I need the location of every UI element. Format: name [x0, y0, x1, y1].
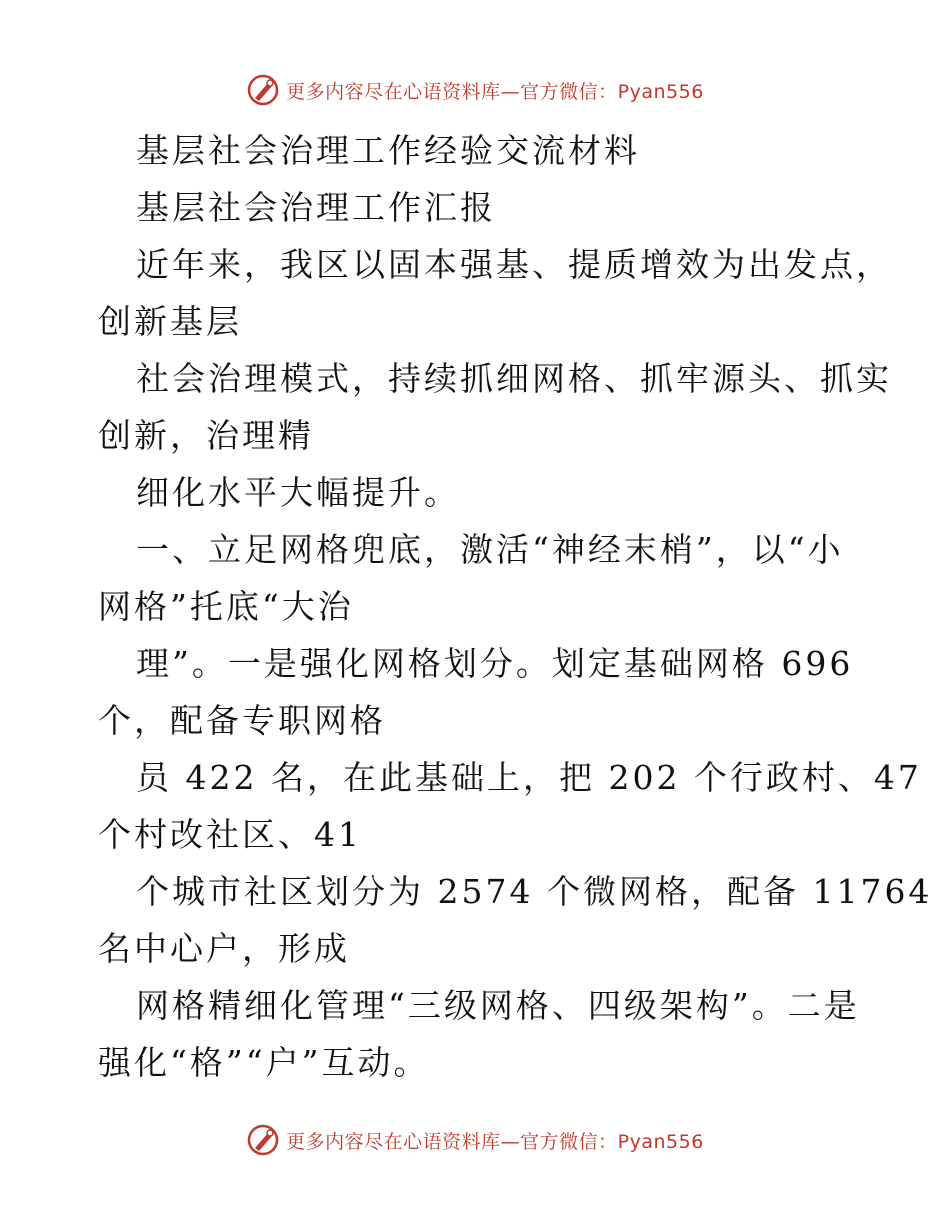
- document-body: [98, 122, 933, 1091]
- pen-logo-icon: [246, 1123, 280, 1157]
- text-line: 社会治理模式，持续抓细网格、抓牢源头、抓实: [136, 359, 892, 398]
- watermark-footer: [0, 1120, 950, 1160]
- text-line: 近年来，我区以固本强基、提质增效为出发点，: [136, 245, 892, 284]
- text-line: 基层社会治理工作汇报: [136, 188, 496, 227]
- text-line: 基层社会治理工作经验交流材料: [136, 131, 640, 170]
- text-line: 一、立足网格兜底，激活“神经末梢”，以“小: [136, 530, 844, 569]
- watermark-text: 更多内容尽在心语资料库—官方微信：Pyan556: [286, 1130, 704, 1153]
- text-line: 创新基层: [98, 302, 242, 341]
- text-line: 理”。一是强化网格划分。划定基础网格 696: [136, 644, 854, 683]
- text-line: 强化“格”“户”互动。: [98, 1043, 430, 1082]
- text-line: 网格”托底“大治: [98, 587, 354, 626]
- text-line: 网格精细化管理“三级网格、四级架构”。二是: [136, 986, 860, 1025]
- text-line: 员 422 名，在此基础上，把 202 个行政村、47: [136, 758, 922, 797]
- pen-logo-icon: [246, 73, 280, 107]
- watermark-text: 更多内容尽在心语资料库—官方微信：Pyan556: [286, 80, 704, 103]
- watermark-header: [0, 70, 950, 110]
- text-line: 个，配备专职网格: [98, 701, 386, 740]
- text-line: 名中心户，形成: [98, 929, 350, 968]
- text-line: 创新，治理精: [98, 416, 314, 455]
- text-line: 个城市社区划分为 2574 个微网格，配备 11764: [136, 872, 933, 911]
- text-line: 个村改社区、41: [98, 815, 362, 854]
- text-line: 细化水平大幅提升。: [136, 473, 460, 512]
